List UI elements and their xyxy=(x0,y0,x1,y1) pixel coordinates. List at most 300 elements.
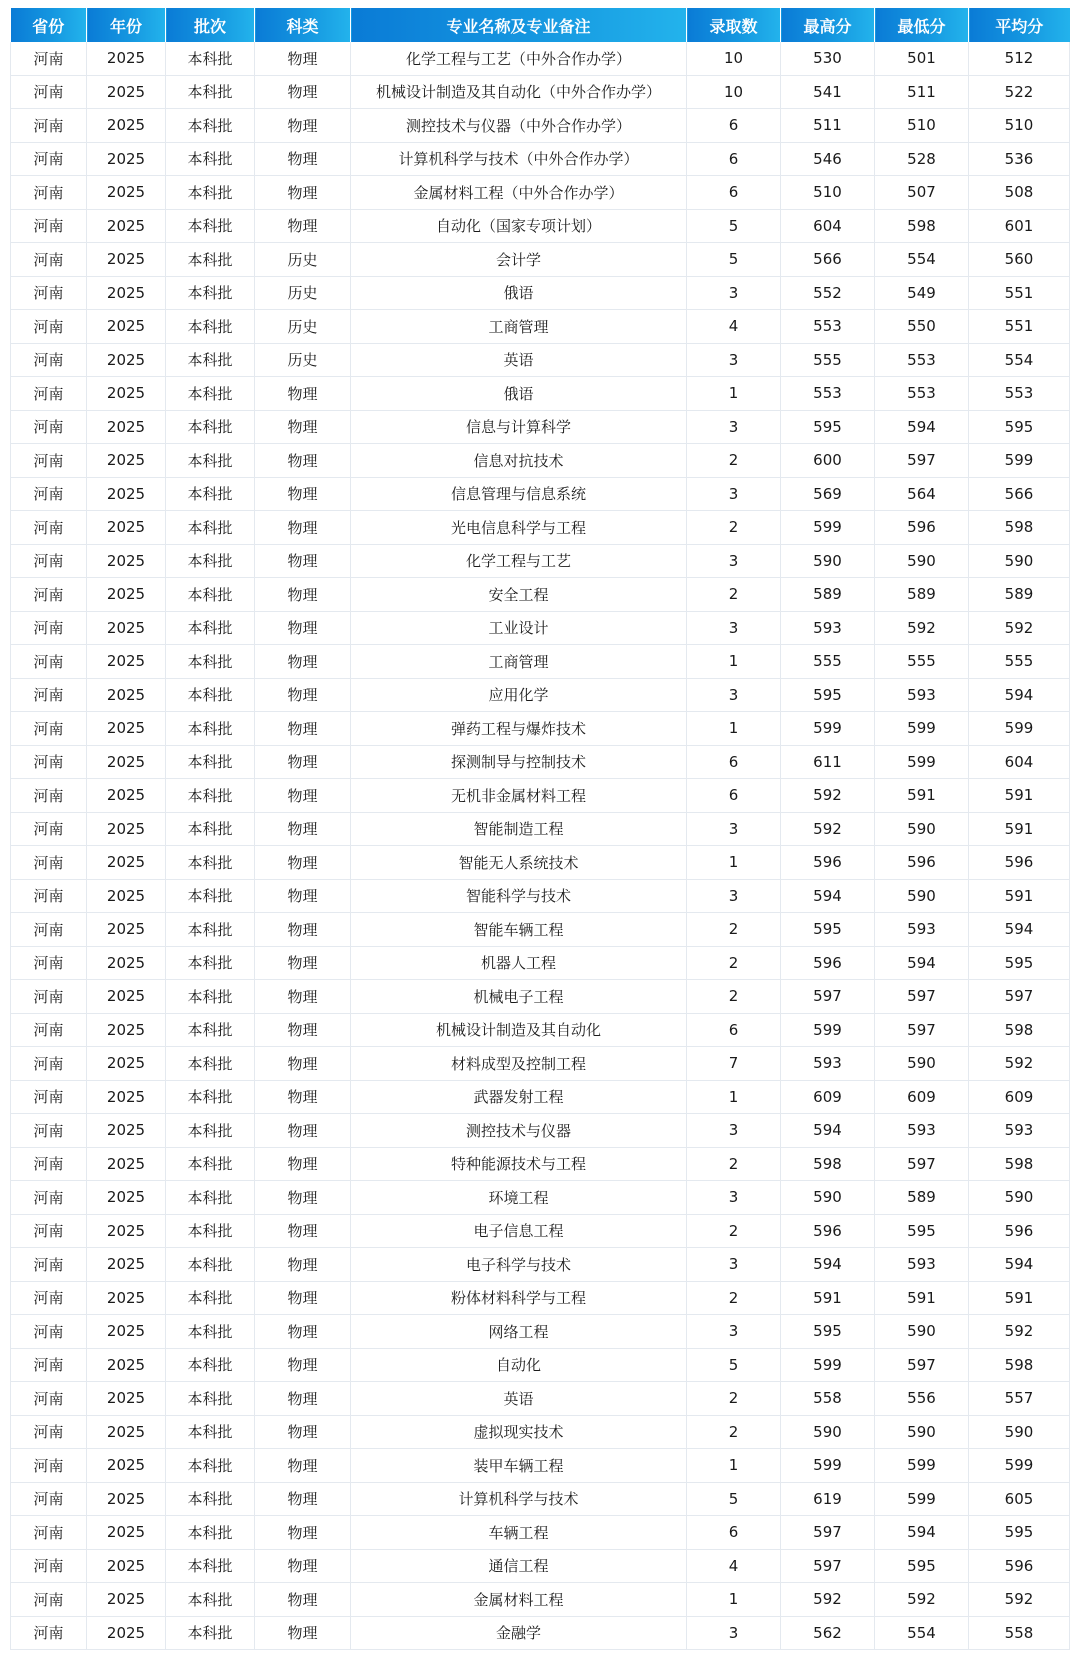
max-score-cell: 596 xyxy=(781,846,875,880)
table-row xyxy=(11,1549,1070,1583)
admitted-count-cell: 2 xyxy=(687,980,781,1014)
batch-cell: 本科批 xyxy=(166,678,255,712)
batch-cell: 本科批 xyxy=(166,1616,255,1650)
province-cell: 河南 xyxy=(11,176,87,210)
avg-score-cell: 592 xyxy=(969,1315,1070,1349)
table-row xyxy=(11,343,1070,377)
min-score-cell: 590 xyxy=(875,1415,969,1449)
max-score-cell: 597 xyxy=(781,980,875,1014)
major-name-cell: 会计学 xyxy=(351,243,687,277)
avg-score-cell: 597 xyxy=(969,980,1070,1014)
min-score-cell: 597 xyxy=(875,980,969,1014)
subject-category-cell: 物理 xyxy=(255,1181,351,1215)
avg-score-cell: 595 xyxy=(969,410,1070,444)
admitted-count-cell: 1 xyxy=(687,846,781,880)
max-score-cell: 594 xyxy=(781,1248,875,1282)
admitted-count-cell: 6 xyxy=(687,142,781,176)
admitted-count-cell: 3 xyxy=(687,879,781,913)
year-cell: 2025 xyxy=(87,377,166,411)
subject-category-cell: 物理 xyxy=(255,846,351,880)
max-score-cell: 553 xyxy=(781,310,875,344)
major-name-cell: 英语 xyxy=(351,343,687,377)
major-name-cell: 化学工程与工艺 xyxy=(351,544,687,578)
header-subject-category[interactable]: 科类 xyxy=(255,8,351,42)
min-score-cell: 593 xyxy=(875,1248,969,1282)
year-cell: 2025 xyxy=(87,1382,166,1416)
batch-cell: 本科批 xyxy=(166,846,255,880)
max-score-cell: 592 xyxy=(781,812,875,846)
min-score-cell: 553 xyxy=(875,377,969,411)
major-name-cell: 测控技术与仪器（中外合作办学） xyxy=(351,109,687,143)
province-cell: 河南 xyxy=(11,578,87,612)
year-cell: 2025 xyxy=(87,779,166,813)
min-score-cell: 590 xyxy=(875,812,969,846)
province-cell: 河南 xyxy=(11,276,87,310)
batch-cell: 本科批 xyxy=(166,812,255,846)
admitted-count-cell: 2 xyxy=(687,1382,781,1416)
year-cell: 2025 xyxy=(87,946,166,980)
province-cell: 河南 xyxy=(11,1147,87,1181)
major-name-cell: 虚拟现实技术 xyxy=(351,1415,687,1449)
major-name-cell: 机械设计制造及其自动化 xyxy=(351,1013,687,1047)
avg-score-cell: 512 xyxy=(969,42,1070,75)
batch-cell: 本科批 xyxy=(166,980,255,1014)
batch-cell: 本科批 xyxy=(166,1449,255,1483)
table-row xyxy=(11,410,1070,444)
subject-category-cell: 物理 xyxy=(255,1348,351,1382)
major-name-cell: 英语 xyxy=(351,1382,687,1416)
avg-score-cell: 601 xyxy=(969,209,1070,243)
max-score-cell: 611 xyxy=(781,745,875,779)
major-name-cell: 机械设计制造及其自动化（中外合作办学） xyxy=(351,75,687,109)
max-score-cell: 590 xyxy=(781,1415,875,1449)
subject-category-cell: 物理 xyxy=(255,1415,351,1449)
subject-category-cell: 物理 xyxy=(255,1114,351,1148)
min-score-cell: 596 xyxy=(875,846,969,880)
year-cell: 2025 xyxy=(87,980,166,1014)
admitted-count-cell: 2 xyxy=(687,913,781,947)
subject-category-cell: 物理 xyxy=(255,1449,351,1483)
header-year[interactable]: 年份 xyxy=(87,8,166,42)
avg-score-cell: 594 xyxy=(969,913,1070,947)
batch-cell: 本科批 xyxy=(166,913,255,947)
subject-category-cell: 物理 xyxy=(255,1248,351,1282)
min-score-cell: 556 xyxy=(875,1382,969,1416)
year-cell: 2025 xyxy=(87,310,166,344)
avg-score-cell: 593 xyxy=(969,1114,1070,1148)
province-cell: 河南 xyxy=(11,75,87,109)
min-score-cell: 590 xyxy=(875,544,969,578)
min-score-cell: 590 xyxy=(875,1047,969,1081)
major-name-cell: 自动化 xyxy=(351,1348,687,1382)
subject-category-cell: 历史 xyxy=(255,243,351,277)
table-row xyxy=(11,946,1070,980)
province-cell: 河南 xyxy=(11,846,87,880)
min-score-cell: 553 xyxy=(875,343,969,377)
table-row xyxy=(11,712,1070,746)
max-score-cell: 599 xyxy=(781,712,875,746)
min-score-cell: 592 xyxy=(875,1583,969,1617)
min-score-cell: 591 xyxy=(875,779,969,813)
subject-category-cell: 历史 xyxy=(255,310,351,344)
table-row xyxy=(11,745,1070,779)
header-admitted-count[interactable]: 录取数 xyxy=(687,8,781,42)
year-cell: 2025 xyxy=(87,745,166,779)
year-cell: 2025 xyxy=(87,1482,166,1516)
header-province[interactable]: 省份 xyxy=(11,8,87,42)
table-row xyxy=(11,1281,1070,1315)
subject-category-cell: 物理 xyxy=(255,444,351,478)
max-score-cell: 599 xyxy=(781,1013,875,1047)
table-row xyxy=(11,1181,1070,1215)
year-cell: 2025 xyxy=(87,444,166,478)
year-cell: 2025 xyxy=(87,142,166,176)
avg-score-cell: 598 xyxy=(969,1013,1070,1047)
batch-cell: 本科批 xyxy=(166,477,255,511)
max-score-cell: 555 xyxy=(781,645,875,679)
batch-cell: 本科批 xyxy=(166,176,255,210)
avg-score-cell: 596 xyxy=(969,1549,1070,1583)
year-cell: 2025 xyxy=(87,1315,166,1349)
year-cell: 2025 xyxy=(87,75,166,109)
table-row xyxy=(11,913,1070,947)
batch-cell: 本科批 xyxy=(166,75,255,109)
admitted-count-cell: 1 xyxy=(687,377,781,411)
year-cell: 2025 xyxy=(87,1248,166,1282)
max-score-cell: 553 xyxy=(781,377,875,411)
batch-cell: 本科批 xyxy=(166,343,255,377)
major-name-cell: 智能科学与技术 xyxy=(351,879,687,913)
min-score-cell: 564 xyxy=(875,477,969,511)
avg-score-cell: 595 xyxy=(969,1516,1070,1550)
year-cell: 2025 xyxy=(87,812,166,846)
avg-score-cell: 605 xyxy=(969,1482,1070,1516)
table-row xyxy=(11,645,1070,679)
admitted-count-cell: 1 xyxy=(687,712,781,746)
year-cell: 2025 xyxy=(87,1449,166,1483)
table-row xyxy=(11,1616,1070,1650)
major-name-cell: 网络工程 xyxy=(351,1315,687,1349)
avg-score-cell: 596 xyxy=(969,1214,1070,1248)
major-name-cell: 电子信息工程 xyxy=(351,1214,687,1248)
table-row xyxy=(11,243,1070,277)
year-cell: 2025 xyxy=(87,1047,166,1081)
year-cell: 2025 xyxy=(87,1114,166,1148)
table-row xyxy=(11,812,1070,846)
province-cell: 河南 xyxy=(11,1382,87,1416)
avg-score-cell: 594 xyxy=(969,678,1070,712)
max-score-cell: 593 xyxy=(781,1047,875,1081)
max-score-cell: 595 xyxy=(781,678,875,712)
subject-category-cell: 物理 xyxy=(255,879,351,913)
province-cell: 河南 xyxy=(11,980,87,1014)
batch-cell: 本科批 xyxy=(166,1248,255,1282)
major-name-cell: 智能车辆工程 xyxy=(351,913,687,947)
max-score-cell: 590 xyxy=(781,544,875,578)
subject-category-cell: 物理 xyxy=(255,109,351,143)
major-name-cell: 工商管理 xyxy=(351,645,687,679)
avg-score-cell: 591 xyxy=(969,779,1070,813)
table-row xyxy=(11,980,1070,1014)
table-header xyxy=(11,8,1070,42)
major-name-cell: 探测制导与控制技术 xyxy=(351,745,687,779)
min-score-cell: 599 xyxy=(875,712,969,746)
province-cell: 河南 xyxy=(11,745,87,779)
batch-cell: 本科批 xyxy=(166,1047,255,1081)
admitted-count-cell: 3 xyxy=(687,1616,781,1650)
province-cell: 河南 xyxy=(11,444,87,478)
subject-category-cell: 物理 xyxy=(255,176,351,210)
min-score-cell: 609 xyxy=(875,1080,969,1114)
subject-category-cell: 物理 xyxy=(255,779,351,813)
admitted-count-cell: 3 xyxy=(687,1315,781,1349)
major-name-cell: 信息与计算科学 xyxy=(351,410,687,444)
avg-score-cell: 598 xyxy=(969,511,1070,545)
major-name-cell: 金属材料工程 xyxy=(351,1583,687,1617)
province-cell: 河南 xyxy=(11,1583,87,1617)
major-name-cell: 弹药工程与爆炸技术 xyxy=(351,712,687,746)
major-name-cell: 电子科学与技术 xyxy=(351,1248,687,1282)
header-batch[interactable]: 批次 xyxy=(166,8,255,42)
table-row xyxy=(11,444,1070,478)
admitted-count-cell: 3 xyxy=(687,1248,781,1282)
batch-cell: 本科批 xyxy=(166,109,255,143)
major-name-cell: 智能制造工程 xyxy=(351,812,687,846)
table-row xyxy=(11,779,1070,813)
year-cell: 2025 xyxy=(87,913,166,947)
year-cell: 2025 xyxy=(87,611,166,645)
max-score-cell: 541 xyxy=(781,75,875,109)
year-cell: 2025 xyxy=(87,1147,166,1181)
min-score-cell: 593 xyxy=(875,913,969,947)
province-cell: 河南 xyxy=(11,1047,87,1081)
header-row xyxy=(11,8,1070,42)
year-cell: 2025 xyxy=(87,276,166,310)
min-score-cell: 590 xyxy=(875,879,969,913)
min-score-cell: 597 xyxy=(875,1348,969,1382)
province-cell: 河南 xyxy=(11,477,87,511)
major-name-cell: 环境工程 xyxy=(351,1181,687,1215)
avg-score-cell: 595 xyxy=(969,946,1070,980)
min-score-cell: 589 xyxy=(875,1181,969,1215)
province-cell: 河南 xyxy=(11,1516,87,1550)
admitted-count-cell: 2 xyxy=(687,1214,781,1248)
avg-score-cell: 592 xyxy=(969,611,1070,645)
min-score-cell: 595 xyxy=(875,1214,969,1248)
year-cell: 2025 xyxy=(87,1214,166,1248)
max-score-cell: 596 xyxy=(781,1214,875,1248)
subject-category-cell: 物理 xyxy=(255,745,351,779)
max-score-cell: 589 xyxy=(781,578,875,612)
subject-category-cell: 物理 xyxy=(255,42,351,75)
admitted-count-cell: 2 xyxy=(687,1281,781,1315)
table-row xyxy=(11,176,1070,210)
batch-cell: 本科批 xyxy=(166,1114,255,1148)
subject-category-cell: 物理 xyxy=(255,1147,351,1181)
admitted-count-cell: 6 xyxy=(687,109,781,143)
min-score-cell: 501 xyxy=(875,42,969,75)
major-name-cell: 智能无人系统技术 xyxy=(351,846,687,880)
year-cell: 2025 xyxy=(87,544,166,578)
avg-score-cell: 560 xyxy=(969,243,1070,277)
avg-score-cell: 591 xyxy=(969,812,1070,846)
batch-cell: 本科批 xyxy=(166,1315,255,1349)
max-score-cell: 599 xyxy=(781,1449,875,1483)
table-row xyxy=(11,142,1070,176)
province-cell: 河南 xyxy=(11,1214,87,1248)
province-cell: 河南 xyxy=(11,1415,87,1449)
year-cell: 2025 xyxy=(87,42,166,75)
max-score-cell: 562 xyxy=(781,1616,875,1650)
year-cell: 2025 xyxy=(87,1516,166,1550)
subject-category-cell: 物理 xyxy=(255,678,351,712)
province-cell: 河南 xyxy=(11,678,87,712)
subject-category-cell: 物理 xyxy=(255,812,351,846)
major-name-cell: 计算机科学与技术（中外合作办学） xyxy=(351,142,687,176)
year-cell: 2025 xyxy=(87,578,166,612)
province-cell: 河南 xyxy=(11,343,87,377)
table-row xyxy=(11,578,1070,612)
admitted-count-cell: 3 xyxy=(687,611,781,645)
major-name-cell: 自动化（国家专项计划） xyxy=(351,209,687,243)
avg-score-cell: 594 xyxy=(969,1248,1070,1282)
batch-cell: 本科批 xyxy=(166,142,255,176)
year-cell: 2025 xyxy=(87,1013,166,1047)
min-score-cell: 599 xyxy=(875,1482,969,1516)
admitted-count-cell: 5 xyxy=(687,243,781,277)
min-score-cell: 528 xyxy=(875,142,969,176)
table-row xyxy=(11,477,1070,511)
major-name-cell: 无机非金属材料工程 xyxy=(351,779,687,813)
subject-category-cell: 物理 xyxy=(255,209,351,243)
table-row xyxy=(11,276,1070,310)
table-row xyxy=(11,1214,1070,1248)
batch-cell: 本科批 xyxy=(166,410,255,444)
subject-category-cell: 物理 xyxy=(255,142,351,176)
year-cell: 2025 xyxy=(87,477,166,511)
subject-category-cell: 物理 xyxy=(255,1549,351,1583)
avg-score-cell: 554 xyxy=(969,343,1070,377)
province-cell: 河南 xyxy=(11,544,87,578)
year-cell: 2025 xyxy=(87,1616,166,1650)
header-min-score[interactable]: 最低分 xyxy=(875,8,969,42)
avg-score-cell: 557 xyxy=(969,1382,1070,1416)
min-score-cell: 599 xyxy=(875,1449,969,1483)
province-cell: 河南 xyxy=(11,1281,87,1315)
year-cell: 2025 xyxy=(87,1181,166,1215)
header-max-score[interactable]: 最高分 xyxy=(781,8,875,42)
max-score-cell: 595 xyxy=(781,410,875,444)
header-major-name[interactable]: 专业名称及专业备注 xyxy=(351,8,687,42)
avg-score-cell: 599 xyxy=(969,712,1070,746)
max-score-cell: 590 xyxy=(781,1181,875,1215)
admitted-count-cell: 6 xyxy=(687,1516,781,1550)
table-row xyxy=(11,1147,1070,1181)
batch-cell: 本科批 xyxy=(166,645,255,679)
province-cell: 河南 xyxy=(11,1348,87,1382)
admitted-count-cell: 5 xyxy=(687,1482,781,1516)
table-row xyxy=(11,1583,1070,1617)
major-name-cell: 计算机科学与技术 xyxy=(351,1482,687,1516)
province-cell: 河南 xyxy=(11,1549,87,1583)
table-row xyxy=(11,310,1070,344)
min-score-cell: 592 xyxy=(875,611,969,645)
min-score-cell: 593 xyxy=(875,1114,969,1148)
batch-cell: 本科批 xyxy=(166,1382,255,1416)
year-cell: 2025 xyxy=(87,209,166,243)
avg-score-cell: 590 xyxy=(969,1415,1070,1449)
subject-category-cell: 物理 xyxy=(255,946,351,980)
max-score-cell: 597 xyxy=(781,1549,875,1583)
table-row xyxy=(11,1482,1070,1516)
admitted-count-cell: 3 xyxy=(687,276,781,310)
batch-cell: 本科批 xyxy=(166,1516,255,1550)
avg-score-cell: 555 xyxy=(969,645,1070,679)
max-score-cell: 599 xyxy=(781,511,875,545)
batch-cell: 本科批 xyxy=(166,946,255,980)
major-name-cell: 测控技术与仪器 xyxy=(351,1114,687,1148)
avg-score-cell: 591 xyxy=(969,1281,1070,1315)
batch-cell: 本科批 xyxy=(166,42,255,75)
subject-category-cell: 物理 xyxy=(255,1080,351,1114)
batch-cell: 本科批 xyxy=(166,377,255,411)
admission-scores-table xyxy=(10,8,1070,1650)
avg-score-cell: 598 xyxy=(969,1147,1070,1181)
avg-score-cell: 592 xyxy=(969,1047,1070,1081)
admitted-count-cell: 2 xyxy=(687,444,781,478)
subject-category-cell: 物理 xyxy=(255,1047,351,1081)
batch-cell: 本科批 xyxy=(166,1181,255,1215)
year-cell: 2025 xyxy=(87,1549,166,1583)
table-row xyxy=(11,1047,1070,1081)
province-cell: 河南 xyxy=(11,377,87,411)
min-score-cell: 510 xyxy=(875,109,969,143)
batch-cell: 本科批 xyxy=(166,1013,255,1047)
subject-category-cell: 物理 xyxy=(255,1382,351,1416)
admitted-count-cell: 4 xyxy=(687,1549,781,1583)
table-row xyxy=(11,1013,1070,1047)
avg-score-cell: 598 xyxy=(969,1348,1070,1382)
table-row xyxy=(11,1348,1070,1382)
major-name-cell: 装甲车辆工程 xyxy=(351,1449,687,1483)
batch-cell: 本科批 xyxy=(166,1348,255,1382)
major-name-cell: 材料成型及控制工程 xyxy=(351,1047,687,1081)
subject-category-cell: 物理 xyxy=(255,578,351,612)
avg-score-cell: 589 xyxy=(969,578,1070,612)
major-name-cell: 信息管理与信息系统 xyxy=(351,477,687,511)
batch-cell: 本科批 xyxy=(166,444,255,478)
admitted-count-cell: 6 xyxy=(687,176,781,210)
min-score-cell: 594 xyxy=(875,1516,969,1550)
min-score-cell: 554 xyxy=(875,243,969,277)
admitted-count-cell: 6 xyxy=(687,779,781,813)
max-score-cell: 592 xyxy=(781,1583,875,1617)
max-score-cell: 596 xyxy=(781,946,875,980)
province-cell: 河南 xyxy=(11,410,87,444)
batch-cell: 本科批 xyxy=(166,276,255,310)
avg-score-cell: 592 xyxy=(969,1583,1070,1617)
province-cell: 河南 xyxy=(11,109,87,143)
avg-score-cell: 590 xyxy=(969,544,1070,578)
max-score-cell: 593 xyxy=(781,611,875,645)
min-score-cell: 511 xyxy=(875,75,969,109)
subject-category-cell: 物理 xyxy=(255,377,351,411)
max-score-cell: 599 xyxy=(781,1348,875,1382)
header-avg-score[interactable]: 平均分 xyxy=(969,8,1070,42)
subject-category-cell: 物理 xyxy=(255,913,351,947)
year-cell: 2025 xyxy=(87,1415,166,1449)
province-cell: 河南 xyxy=(11,779,87,813)
